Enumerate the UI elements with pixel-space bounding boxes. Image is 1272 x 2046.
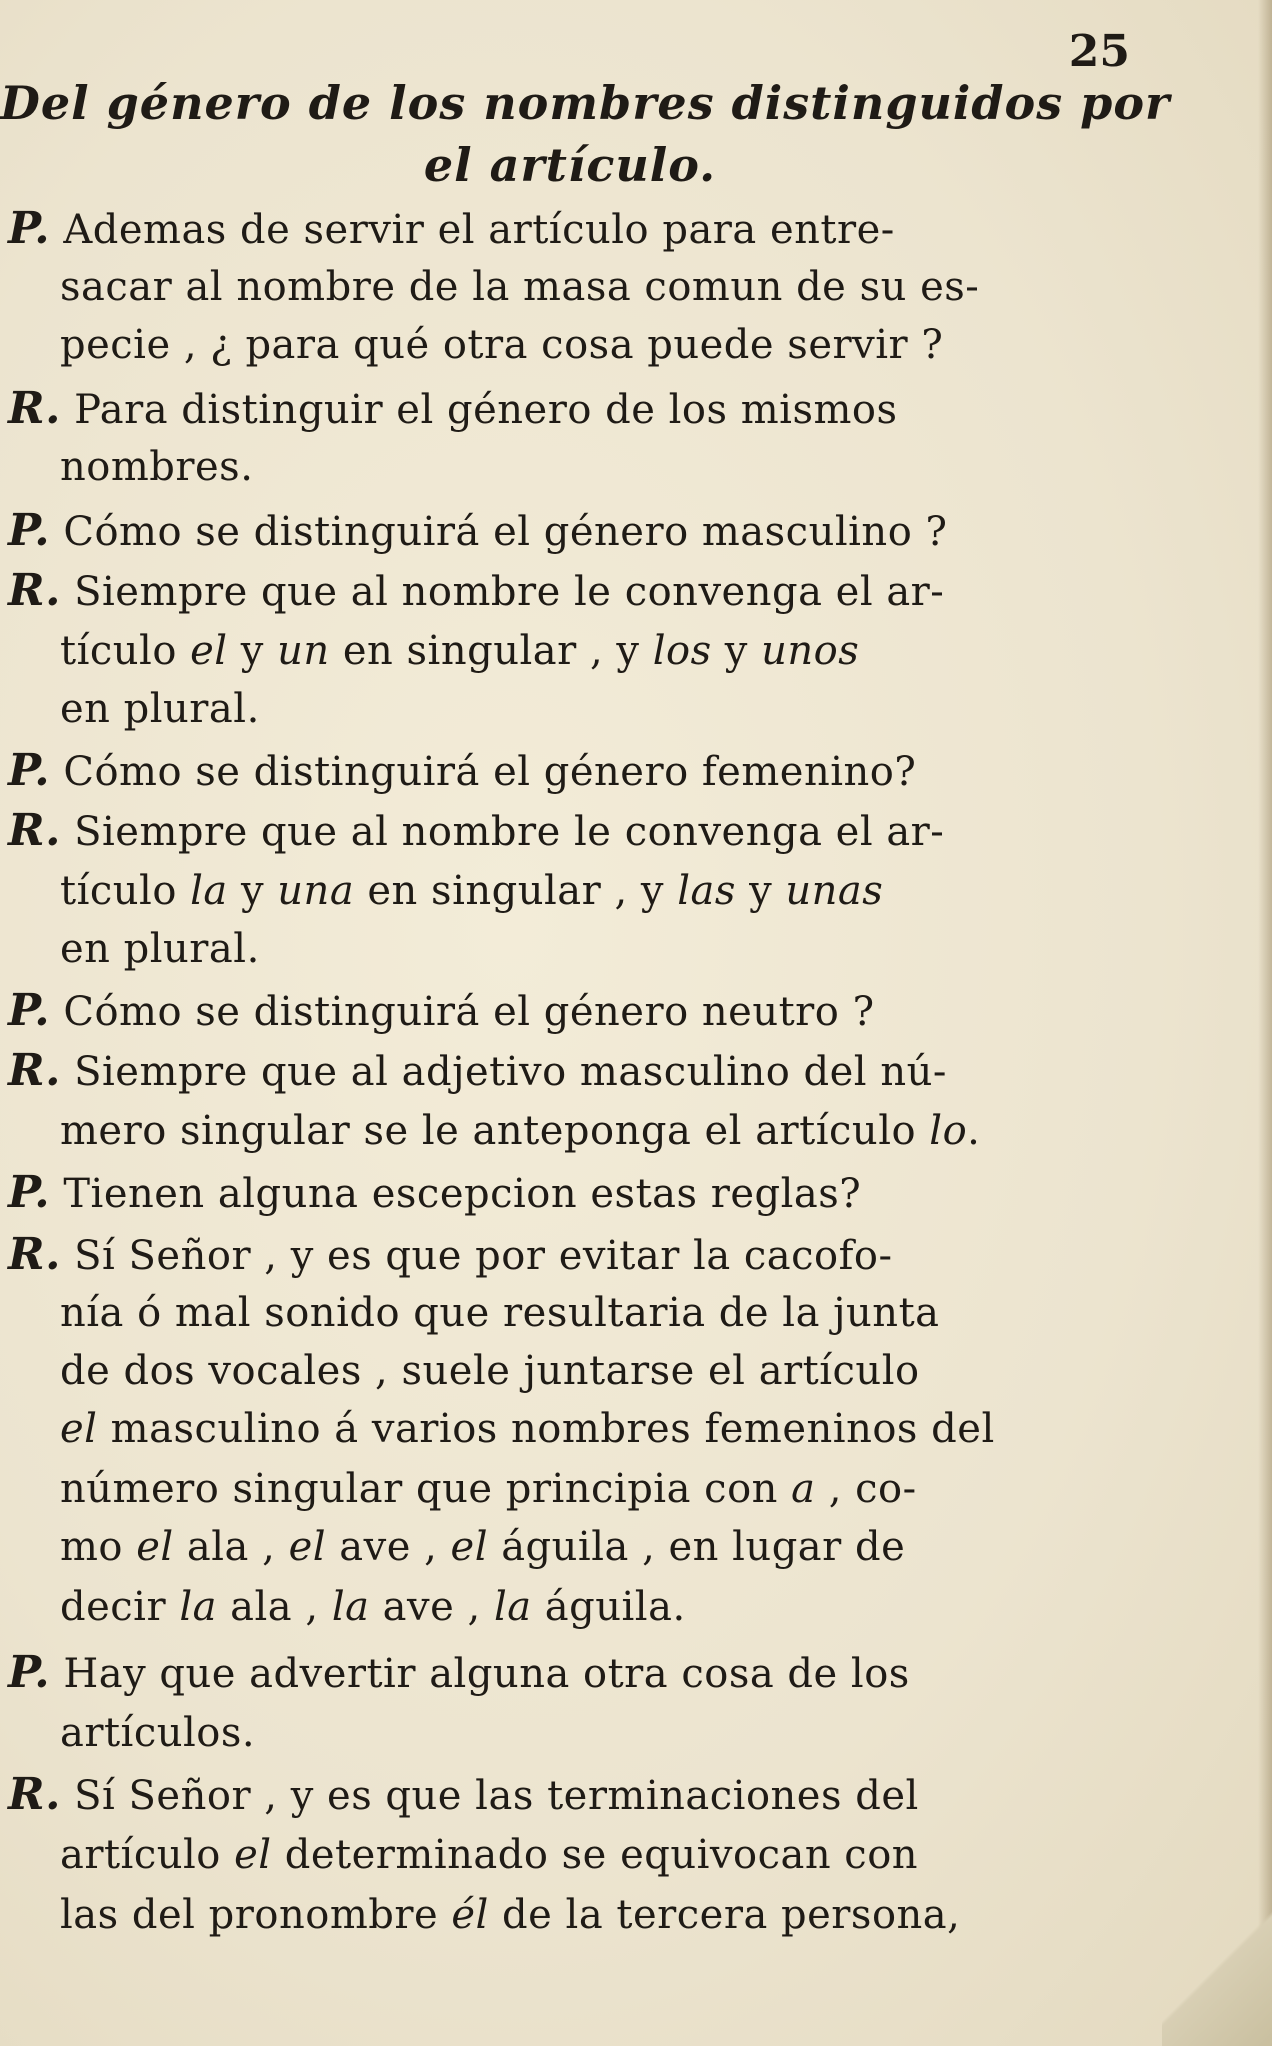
italic-segment: la xyxy=(190,868,228,914)
question-marker: P. xyxy=(8,985,51,1036)
line-text: Siempre que al nombre le convenga el ar- xyxy=(74,809,945,855)
text-line: pecie , ¿ para qué otra cosa puede servir ? xyxy=(60,322,944,368)
segment: . xyxy=(967,1108,981,1154)
italic-segment: los xyxy=(652,628,712,674)
italic-segment: la xyxy=(493,1584,532,1630)
question-marker: P. xyxy=(8,745,51,796)
italic-segment: la xyxy=(179,1584,217,1630)
text-line: en plural. xyxy=(60,686,260,732)
text-line xyxy=(8,1766,919,1824)
line-text: Tienen alguna escepcion estas reglas? xyxy=(63,1171,862,1217)
segment: artículo xyxy=(60,1832,235,1878)
text-line xyxy=(60,1518,905,1576)
segment: determinado se equivocan con xyxy=(271,1832,919,1878)
line-text: Sí Señor , y es que las terminaciones del xyxy=(74,1773,919,1819)
segment: ave , xyxy=(326,1524,451,1570)
page-number: 25 xyxy=(1068,26,1130,77)
text-line xyxy=(60,1102,980,1160)
answer-marker: R. xyxy=(8,1045,61,1096)
answer-marker: R. xyxy=(8,383,61,434)
text-line: artículos. xyxy=(60,1710,256,1756)
segment: y xyxy=(735,868,786,914)
line-text: Para distinguir el género de los mismos xyxy=(74,387,898,433)
text-line xyxy=(60,1826,918,1884)
segment: ave , xyxy=(369,1584,494,1630)
text-line xyxy=(60,1578,686,1636)
answer-marker: R. xyxy=(8,1229,61,1280)
italic-segment: el xyxy=(450,1524,488,1570)
segment: águila , en lugar de xyxy=(487,1524,906,1570)
segment: y xyxy=(711,628,762,674)
italic-segment: una xyxy=(277,868,355,914)
text-line xyxy=(8,380,898,438)
italic-segment: la xyxy=(331,1584,370,1630)
answer-marker: R. xyxy=(8,565,61,616)
line-text: Sí Señor , y es que por evitar la cacofo- xyxy=(74,1233,893,1279)
segment: y xyxy=(227,628,278,674)
question-marker: P. xyxy=(8,1647,51,1698)
text-line xyxy=(60,862,883,920)
segment: mo xyxy=(60,1524,137,1570)
segment: de la tercera persona, xyxy=(488,1892,961,1938)
text-line: nía ó mal sonido que resultaria de la junta xyxy=(60,1290,940,1336)
line-text: Ademas de servir el artículo para entre- xyxy=(63,207,895,253)
segment: en singular , y xyxy=(329,628,653,674)
segment: ala , xyxy=(173,1524,289,1570)
italic-segment: él xyxy=(451,1892,489,1938)
segment: mero singular se le anteponga el artículo xyxy=(60,1108,930,1154)
text-line xyxy=(8,502,947,560)
answer-marker: R. xyxy=(8,1769,61,1820)
line-text: Siempre que al nombre le convenga el ar- xyxy=(74,569,945,615)
text-line xyxy=(8,1644,910,1702)
segment: masculino á varios nombres femeninos del xyxy=(97,1406,995,1452)
italic-segment: un xyxy=(277,628,330,674)
page-edge-shadow xyxy=(1258,0,1272,2046)
italic-segment: unas xyxy=(785,868,884,914)
question-marker: P. xyxy=(8,203,51,254)
text-line xyxy=(8,802,944,860)
text-line xyxy=(8,1042,947,1100)
segment: en singular , y xyxy=(354,868,678,914)
italic-segment: el xyxy=(136,1524,174,1570)
text-line xyxy=(8,1164,861,1222)
text-line xyxy=(8,200,895,258)
text-line: de dos vocales , suele juntarse el artículo xyxy=(60,1348,920,1394)
line-text: Cómo se distinguirá el género neutro ? xyxy=(63,989,875,1035)
segment: y xyxy=(227,868,278,914)
segment: número singular que principia con xyxy=(60,1466,792,1512)
question-marker: P. xyxy=(8,505,51,556)
heading-line-2: el artículo. xyxy=(423,138,717,192)
segment: las del pronombre xyxy=(60,1892,452,1938)
italic-segment: el xyxy=(190,628,228,674)
answer-marker: R. xyxy=(8,805,61,856)
segment: decir xyxy=(60,1584,180,1630)
text-line xyxy=(60,1886,960,1944)
italic-segment: lo xyxy=(929,1108,968,1154)
text-line: nombres. xyxy=(60,444,254,490)
segment: águila. xyxy=(531,1584,686,1630)
heading-line-1: Del género de los nombres distinguidos por xyxy=(0,76,1171,130)
question-marker: P. xyxy=(8,1167,51,1218)
text-line xyxy=(8,742,916,800)
italic-segment: a xyxy=(791,1466,816,1512)
page-corner-fold xyxy=(1162,1886,1272,2046)
italic-segment: el xyxy=(60,1406,98,1452)
italic-segment: las xyxy=(677,868,736,914)
line-text: Cómo se distinguirá el género femenino? xyxy=(63,749,917,795)
italic-segment: unos xyxy=(761,628,860,674)
section-heading xyxy=(0,72,1171,196)
segment: tículo xyxy=(60,628,191,674)
segment: tículo xyxy=(60,868,191,914)
text-line xyxy=(60,1460,917,1518)
line-text: Hay que advertir alguna otra cosa de los xyxy=(63,1651,910,1697)
text-line xyxy=(60,622,859,680)
segment: ala , xyxy=(216,1584,332,1630)
line-text: Siempre que al adjetivo masculino del nú- xyxy=(74,1049,947,1095)
italic-segment: el xyxy=(288,1524,327,1570)
text-line: sacar al nombre de la masa comun de su es- xyxy=(60,264,980,310)
text-line: en plural. xyxy=(60,926,260,972)
segment: , co- xyxy=(815,1466,917,1512)
italic-segment: el xyxy=(234,1832,272,1878)
text-line xyxy=(8,1226,893,1284)
text-line xyxy=(60,1400,995,1458)
text-line xyxy=(8,982,875,1040)
text-line xyxy=(8,562,944,620)
line-text: Cómo se distinguirá el género masculino ? xyxy=(63,509,948,555)
